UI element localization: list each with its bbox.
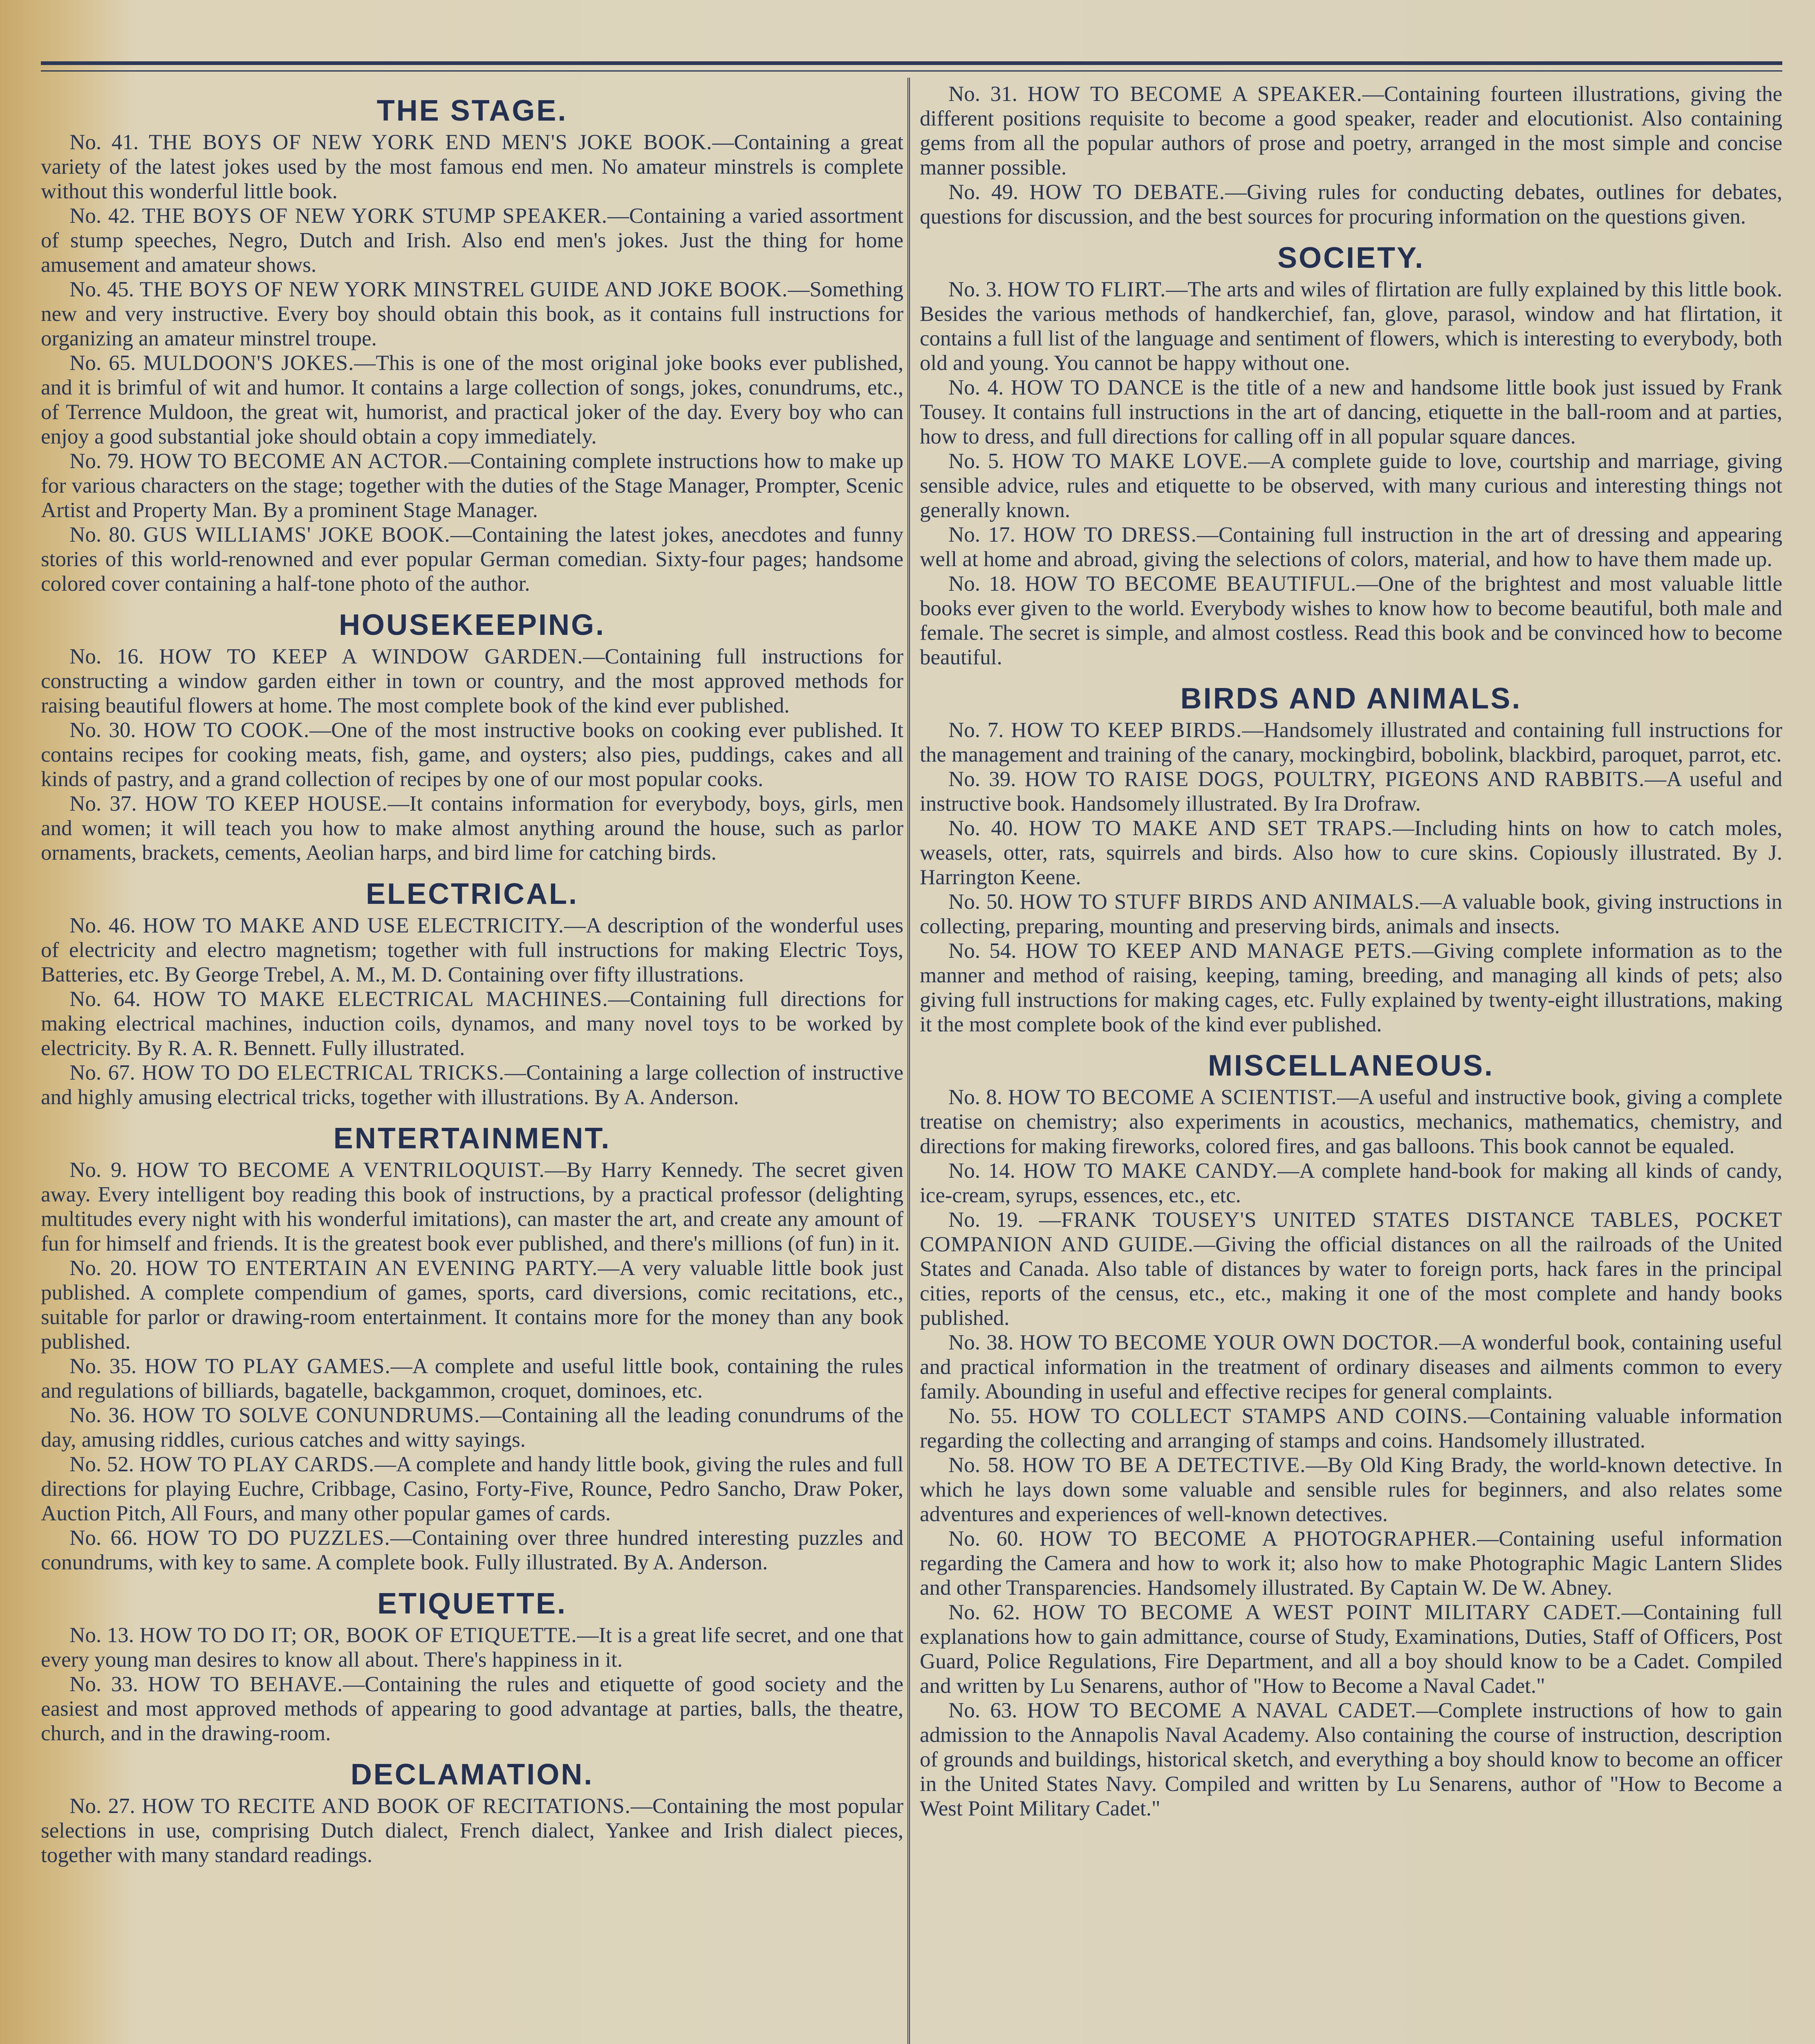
entry-title: HOW TO BECOME A VENTRILOQUIST.	[136, 1158, 545, 1182]
entry-title: HOW TO BECOME YOUR OWN DOCTOR.	[1020, 1331, 1439, 1354]
entry-number: No. 31.	[948, 82, 1017, 106]
entry-description: —It is a great life secret, and one that every young man desires to know all about. There's happiness in it.	[41, 1623, 903, 1672]
entry-title: THE BOYS OF NEW YORK END MEN'S JOKE BOOK.	[148, 130, 713, 154]
catalog-entry	[41, 1623, 903, 1672]
catalog-entry	[41, 1672, 903, 1746]
section-heading: THE STAGE.	[376, 94, 568, 127]
catalog-entry	[920, 277, 1782, 375]
catalog-entry	[41, 1452, 903, 1526]
section-heading: HOUSEKEEPING.	[338, 609, 606, 641]
entry-title: THE BOYS OF NEW YORK MINSTREL GUIDE AND JOKE BOOK.	[139, 278, 788, 301]
entry-description: —One of the brightest and most valuable little books ever given to the world. Everybody wishes to know how to become beautiful, both male and female. The secret is simple, and almost costless. Read this book and be convinced how to become beautiful.	[920, 572, 1782, 669]
entry-description: —By Harry Kennedy. The secret given away. Every intelligent boy reading this book of instructions, by a practical professor (delighting multitudes every night with his wonderful imitations), can master the art, and create any amount of fun for himself and friends. It is the greatest book ever published, and there's millions (of fun) in it.	[41, 1158, 903, 1255]
entry-description: —Containing over three hundred interesting puzzles and conundrums, with key to same. A complete book. Fully illustrated. By A. Anderson.	[41, 1526, 903, 1574]
section-heading: DECLAMATION.	[350, 1758, 594, 1791]
entry-number: No. 5.	[948, 449, 1004, 473]
entry-number: No. 66.	[69, 1526, 138, 1550]
catalog-entry	[41, 1794, 903, 1867]
entry-title: HOW TO KEEP AND MANAGE PETS.	[1025, 939, 1412, 963]
catalog-entry	[41, 277, 903, 351]
entry-number: No. 79.	[69, 449, 134, 473]
catalog-entry	[41, 644, 903, 718]
entry-description: —Containing useful information regarding the Camera and how to work it; also how to make Photographic Magic Lantern Slides and other Transparencies. Handsomely illustrated. By Captain W. De W. Abney.	[920, 1527, 1782, 1600]
entry-description: —Including hints on how to catch moles, weasels, otter, rats, squirrels and birds. Also how to cure skins. Copiously illustrated. By J. Harrington Keene.	[920, 816, 1782, 889]
entry-title: HOW TO FLIRT.	[1007, 278, 1166, 301]
entry-number: No. 67.	[69, 1061, 135, 1085]
entry-number: No. 33.	[69, 1672, 139, 1696]
right-column	[920, 82, 1782, 2044]
entry-description: —Containing complete instructions how to make up for various characters on the stage; together with the duties of the Stage Manager, Prompter, Scenic Artist and Property Man. By a prominent Stage Manager.	[41, 449, 903, 522]
entry-title: HOW TO PLAY GAMES.	[144, 1354, 391, 1378]
entry-title: HOW TO MAKE AND USE ELECTRICITY.	[143, 914, 565, 937]
entry-number: No. 60.	[948, 1527, 1024, 1551]
entry-title: HOW TO MAKE CANDY.	[1023, 1159, 1278, 1183]
catalog-entry	[41, 987, 903, 1060]
catalog-entry	[920, 718, 1782, 767]
entry-title: HOW TO RECITE AND BOOK OF RECITATIONS.	[141, 1794, 631, 1818]
entry-title: HOW TO BECOME A PHOTOGRAPHER.	[1039, 1527, 1477, 1551]
entry-description: —A useful and instructive book, giving a complete treatise on chemistry; also experiments in acoustics, mechanics, mathematics, chemistry, and directions for making fireworks, colored fires, and gas balloons. This book cannot be equaled.	[920, 1085, 1782, 1158]
entry-description: —One of the most instructive books on cooking ever published. It contains recipes for cooking meats, fish, game, and oysters; also pies, puddings, cakes and all kinds of pastry, and a grand collection of recipes by one of our most popular cooks.	[41, 718, 903, 791]
entry-title: —FRANK TOUSEY'S UNITED STATES DISTANCE TABLES, POCKET COMPANION AND GUIDE.	[920, 1208, 1782, 1256]
entry-description: —Complete instructions of how to gain admission to the Annapolis Naval Academy. Also containing the course of instruction, description of grounds and buildings, historical sketch, and everything a boy should know to become an officer in the United States Navy. Compiled and written by Lu Senarens, author of "How to Become a West Point Military Cadet."	[920, 1699, 1782, 1820]
entry-description: is the title of a new and handsome little book just issued by Frank Tousey. It contains full instructions in the art of dancing, etiquette in the ball-room and at parties, how to dress, and full directions for calling off in all popular square dances.	[920, 376, 1782, 448]
entry-number: No. 64.	[69, 987, 141, 1011]
entry-description: —Containing the rules and etiquette of good society and the easiest and most approved methods of appearing to good advantage at parties, balls, the theatre, church, and in the drawing-room.	[41, 1672, 903, 1745]
entry-number: No. 38.	[948, 1331, 1014, 1354]
entry-title: HOW TO MAKE ELECTRICAL MACHINES.	[152, 987, 608, 1011]
entry-title: HOW TO BEHAVE.	[148, 1672, 343, 1696]
entry-title: HOW TO DO ELECTRICAL TRICKS.	[142, 1061, 505, 1085]
entry-description: —A very valuable little book just published. A complete compendium of games, sports, card diversions, comic recitations, etc., suitable for parlor or drawing-room entertainment. It contains more for the money than any book published.	[41, 1256, 903, 1354]
entry-number: No. 41.	[69, 130, 139, 154]
entry-title: HOW TO STUFF BIRDS AND ANIMALS.	[1020, 890, 1420, 914]
column-divider	[908, 78, 910, 2044]
entry-number: No. 55.	[948, 1404, 1018, 1428]
entry-description: —A description of the wonderful uses of electricity and electro magnetism; together with full instructions for making Electric Toys, Batteries, etc. By George Trebel, A. M., M. D. Containing over fifty illustrations.	[41, 914, 903, 986]
entry-description: —Containing full instruction in the art of dressing and appearing well at home and abroad, giving the selections of colors, material, and how to have them made up.	[920, 523, 1782, 571]
catalog-entry	[920, 82, 1782, 180]
entry-description: —Containing full explanations how to gain admittance, course of Study, Examinations, Duties, Staff of Officers, Post Guard, Police Regulations, Fire Department, and all a boy should know to be a Cadet. Compiled and written by Lu Senarens, author of "How to Become a Naval Cadet."	[920, 1600, 1782, 1698]
entry-number: No. 50.	[948, 890, 1014, 914]
entry-number: No. 37.	[69, 792, 137, 816]
entry-title: THE BOYS OF NEW YORK STUMP SPEAKER.	[142, 204, 608, 228]
entry-description: —Giving rules for conducting debates, outlines for debates, questions for discussion, and the best sources for procuring information on the questions given.	[920, 180, 1782, 229]
entry-title: HOW TO COOK.	[143, 718, 310, 742]
entry-description: —This is one of the most original joke books ever published, and it is brimful of wit and humor. It contains a large collection of songs, jokes, conundrums, etc., of Terrence Muldoon, the great wit, humorist, and practical joker of the day. Every boy who can enjoy a good substantial joke should obtain a copy immediately.	[41, 351, 903, 448]
entry-number: No. 42.	[69, 204, 135, 228]
entry-description: —A wonderful book, containing useful and practical information in the treatment of ordinary diseases and ailments common to every family. Abounding in useful and effective recipes for general complaints.	[920, 1331, 1782, 1403]
entry-description: —Containing valuable information regarding the collecting and arranging of stamps and coins. Handsomely illustrated.	[920, 1404, 1782, 1452]
entry-number: No. 7.	[948, 718, 1004, 742]
entry-number: No. 35.	[69, 1354, 137, 1378]
catalog-entry	[41, 791, 903, 865]
entry-title: HOW TO BECOME A SCIENTIST.	[1008, 1085, 1337, 1109]
catalog-entry	[920, 375, 1782, 449]
entry-title: HOW TO BECOME AN ACTOR.	[139, 449, 449, 473]
catalog-entry	[920, 180, 1782, 229]
entry-description: —A useful and instructive book. Handsomely illustrated. By Ira Drofraw.	[920, 767, 1782, 816]
entry-description: —Containing the latest jokes, anecdotes and funny stories of this world-renowned and ever popular German comedian. Sixty-four pages; handsome colored cover containing a half-tone photo of the author.	[41, 523, 903, 596]
catalog-entry	[920, 939, 1782, 1037]
entry-title: HOW TO BECOME BEAUTIFUL.	[1025, 572, 1357, 596]
entry-number: No. 62.	[948, 1600, 1020, 1624]
entry-title: HOW TO KEEP A WINDOW GARDEN.	[159, 645, 583, 668]
entry-title: HOW TO SOLVE CONUNDRUMS.	[142, 1403, 480, 1427]
catalog-entry	[920, 1208, 1782, 1330]
catalog-entry	[920, 1085, 1782, 1159]
entry-description: —Containing a large collection of instructive and highly amusing electrical tricks, together with illustrations. By A. Anderson.	[41, 1061, 903, 1109]
entry-description: —Containing the most popular selections in use, comprising Dutch dialect, French dialect, Yankee and Irish dialect pieces, together with many standard readings.	[41, 1794, 903, 1867]
entry-description: —Containing a great variety of the latest jokes used by the most famous end men. No amateur minstrels is complete without this wonderful little book.	[41, 130, 903, 203]
catalog-entry	[41, 204, 903, 277]
entry-description: —Containing fourteen illustrations, giving the different positions requisite to become a good speaker, reader and elocutionist. Also containing gems from all the popular authors of prose and poetry, arranged in the most simple and concise manner possible.	[920, 82, 1782, 179]
section-heading: BIRDS AND ANIMALS.	[1180, 682, 1522, 715]
catalog-entry	[920, 1698, 1782, 1821]
entry-title: HOW TO DRESS.	[1023, 523, 1197, 547]
catalog-entry	[920, 1453, 1782, 1526]
catalog-entry	[41, 522, 903, 596]
entry-title: HOW TO MAKE LOVE.	[1012, 449, 1248, 473]
entry-number: No. 16.	[69, 645, 144, 668]
entry-number: No. 54.	[948, 939, 1017, 963]
catalog-entry	[41, 351, 903, 449]
entry-number: No. 8.	[948, 1085, 1002, 1109]
catalog-entry	[41, 1256, 903, 1354]
entry-title: HOW TO RAISE DOGS, POULTRY, PIGEONS AND RABBITS.	[1024, 767, 1645, 791]
entry-description: —The arts and wiles of flirtation are fully explained by this little book. Besides the various methods of handkerchief, fan, glove, parasol, window and hat flirtation, it contains a full list of the language and sentiment of flowers, which is interesting to everybody, both old and young. You cannot be happy without one.	[920, 278, 1782, 375]
entry-number: No. 58.	[948, 1453, 1015, 1477]
entry-title: HOW TO DANCE	[1011, 376, 1184, 399]
entry-number: No. 46.	[69, 914, 136, 937]
entry-title: HOW TO PLAY CARDS.	[139, 1452, 374, 1476]
entry-number: No. 3.	[948, 278, 1002, 301]
section-heading: SOCIETY.	[1277, 242, 1425, 274]
entry-title: HOW TO MAKE AND SET TRAPS.	[1028, 816, 1393, 840]
entry-number: No. 27.	[69, 1794, 135, 1818]
entry-number: No. 13.	[69, 1623, 134, 1647]
catalog-entry	[41, 913, 903, 987]
entry-description: —A valuable book, giving instructions in collecting, preparing, mounting and preserving birds, animals and insects.	[920, 890, 1782, 938]
entry-description: —Containing full directions for making electrical machines, induction coils, dynamos, and many novel toys to be worked by electricity. By R. A. R. Bennett. Fully illustrated.	[41, 987, 903, 1060]
catalog-entry	[41, 1526, 903, 1575]
catalog-entry	[41, 449, 903, 522]
section-heading: MISCELLANEOUS.	[1208, 1049, 1495, 1082]
entry-description: —Containing all the leading conundrums of the day, amusing riddles, curious catches and witty sayings.	[41, 1403, 903, 1452]
entry-description: —Giving the official distances on all the railroads of the United States and Canada. Also table of distances by water to foreign ports, hack fares in the principal cities, reports of the census, etc., etc., making it one of the most complete and handy books published.	[920, 1233, 1782, 1330]
entry-number: No. 30.	[69, 718, 136, 742]
entry-title: GUS WILLIAMS' JOKE BOOK.	[143, 523, 450, 547]
entry-description: —A complete hand-book for making all kinds of candy, ice-cream, syrups, essences, etc., etc.	[920, 1159, 1782, 1207]
entry-number: No. 49.	[948, 180, 1019, 204]
entry-title: HOW TO BE A DETECTIVE.	[1022, 1453, 1306, 1477]
catalog-entry	[920, 1404, 1782, 1453]
catalog-entry	[920, 1330, 1782, 1404]
catalog-entry	[920, 1526, 1782, 1600]
entry-number: No. 4.	[948, 376, 1004, 399]
entry-description: —Containing full instructions for constructing a window garden either in town or country, and the most approved methods for raising beautiful flowers at home. The most complete book of the kind ever published.	[41, 645, 903, 717]
left-column	[41, 82, 903, 2044]
catalog-entry	[920, 1159, 1782, 1208]
catalog-entry	[41, 1403, 903, 1452]
entry-title: HOW TO BECOME A SPEAKER.	[1027, 82, 1362, 106]
entry-description: —It contains information for everybody, boys, girls, men and women; it will teach you how to make almost anything around the house, such as parlor ornaments, brackets, cements, Aeolian harps, and bird lime for catching birds.	[41, 792, 903, 865]
catalog-entry	[920, 572, 1782, 670]
catalog-entry	[920, 816, 1782, 890]
catalog-entry	[41, 718, 903, 791]
catalog-entry	[920, 449, 1782, 522]
entry-description: —Something new and very instructive. Every boy should obtain this book, as it contains full instructions for organizing an amateur minstrel troupe.	[41, 278, 903, 350]
catalog-entry	[920, 890, 1782, 939]
catalog-entry	[920, 767, 1782, 816]
entry-number: No. 20.	[69, 1256, 137, 1280]
entry-title: HOW TO BECOME A WEST POINT MILITARY CADET.	[1033, 1600, 1622, 1624]
catalog-entry	[41, 1060, 903, 1109]
entry-description: —A complete and useful little book, containing the rules and regulations of billiards, bagatelle, backgammon, croquet, dominoes, etc.	[41, 1354, 903, 1403]
top-rule-thin	[41, 70, 1782, 72]
entry-number: No. 45.	[69, 278, 134, 301]
entry-description: —Handsomely illustrated and containing full instructions for the management and training of the canary, mockingbird, bobolink, blackbird, paroquet, parrot, etc.	[920, 718, 1782, 766]
entry-number: No. 39.	[948, 767, 1016, 791]
section-heading: ETIQUETTE.	[377, 1587, 567, 1620]
section-heading: ENTERTAINMENT.	[333, 1122, 611, 1155]
entry-number: No. 9.	[69, 1158, 127, 1182]
entry-title: HOW TO KEEP HOUSE.	[145, 792, 388, 816]
entry-number: No. 18.	[948, 572, 1016, 596]
entry-number: No. 17.	[948, 523, 1015, 547]
catalog-entry	[41, 1158, 903, 1256]
entry-title: HOW TO COLLECT STAMPS AND COINS.	[1028, 1404, 1468, 1428]
entry-description: —A complete guide to love, courtship and marriage, giving sensible advice, rules and etiquette to be observed, with many curious and interesting things not generally known.	[920, 449, 1782, 522]
entry-description: —Containing a varied assortment of stump speeches, Negro, Dutch and Irish. Also end men's jokes. Just the thing for home amusement and amateur shows.	[41, 204, 903, 277]
entry-description: —Giving complete information as to the manner and method of raising, keeping, taming, breeding, and managing all kinds of pets; also giving full instructions for making cages, etc. Fully explained by twenty-eight illustrations, making it the most complete book of the kind ever published.	[920, 939, 1782, 1036]
entry-title: HOW TO DO IT; OR, BOOK OF ETIQUETTE.	[139, 1623, 577, 1647]
entry-description: —A complete and handy little book, giving the rules and full directions for playing Euchre, Cribbage, Casino, Forty-Five, Rounce, Pedro Sancho, Draw Poker, Auction Pitch, All Fours, and many other popular games of cards.	[41, 1452, 903, 1525]
catalog-entry	[920, 522, 1782, 572]
entry-number: No. 36.	[69, 1403, 136, 1427]
entry-number: No. 40.	[948, 816, 1018, 840]
entry-title: HOW TO KEEP BIRDS.	[1011, 718, 1242, 742]
top-rule	[41, 61, 1782, 65]
catalog-entry	[41, 1354, 903, 1403]
entry-number: No. 19.	[948, 1208, 1024, 1232]
entry-title: HOW TO DO PUZZLES.	[146, 1526, 390, 1550]
entry-number: No. 80.	[69, 523, 136, 547]
entry-title: MULDOON'S JOKES.	[143, 351, 354, 375]
entry-title: HOW TO BECOME A NAVAL CADET.	[1027, 1699, 1416, 1722]
entry-number: No. 65.	[69, 351, 136, 375]
entry-number: No. 52.	[69, 1452, 134, 1476]
catalog-entry	[41, 130, 903, 204]
entry-title: HOW TO DEBATE.	[1029, 180, 1225, 204]
section-heading: ELECTRICAL.	[366, 878, 578, 910]
entry-number: No. 63.	[948, 1699, 1017, 1722]
catalog-entry	[920, 1600, 1782, 1698]
entry-title: HOW TO ENTERTAIN AN EVENING PARTY.	[146, 1256, 598, 1280]
entry-number: No. 14.	[948, 1159, 1015, 1183]
entry-description: —By Old King Brady, the world-known detective. In which he lays down some valuable and sensible rules for beginners, and also relates some adventures and experiences of well-known detectives.	[920, 1453, 1782, 1526]
